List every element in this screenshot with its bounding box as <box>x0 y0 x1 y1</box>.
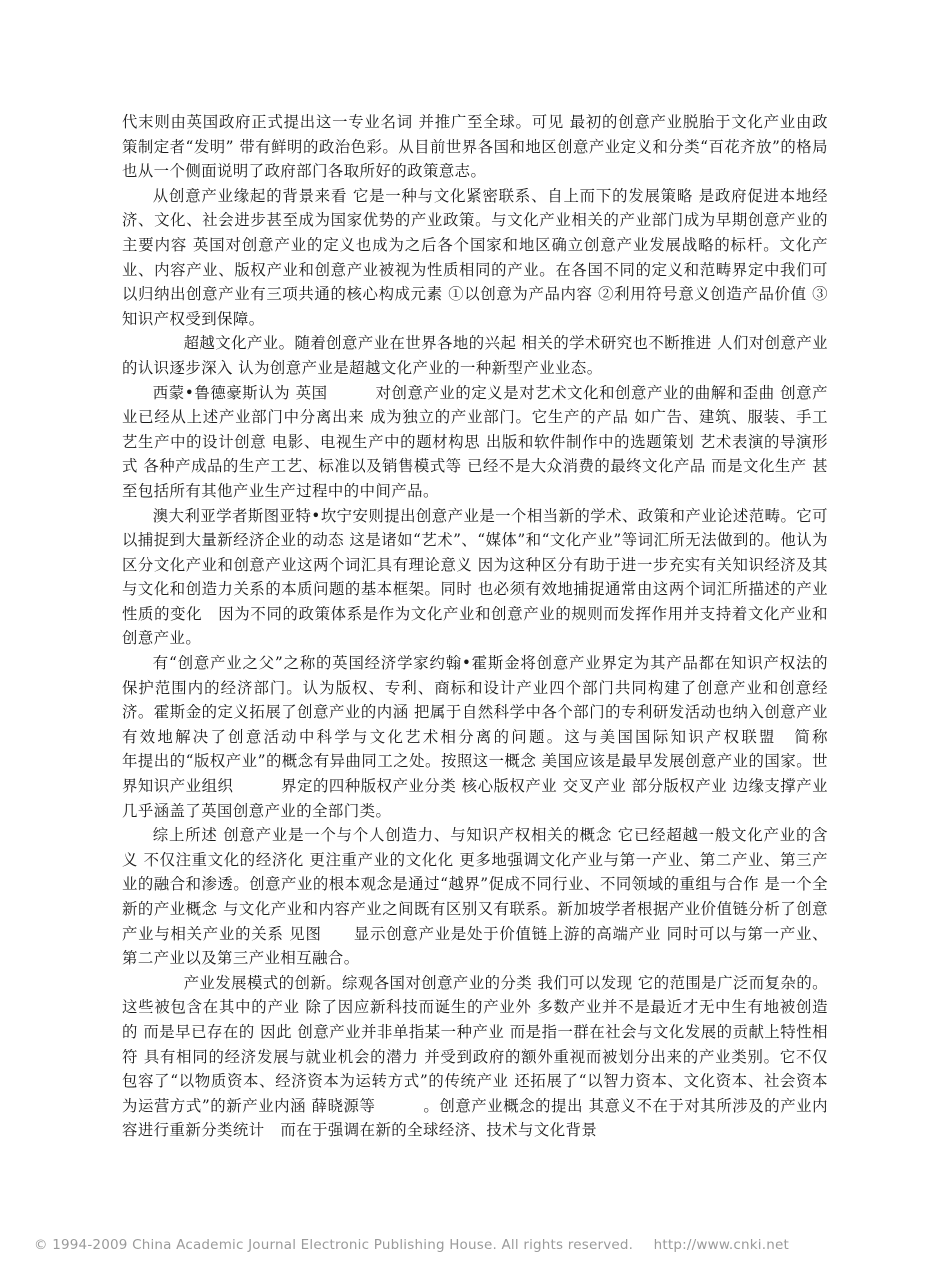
paragraph-5: 澳大利亚学者斯图亚特•坎宁安则提出创意产业是一个相当新的学术、政策和产业论述范畴。它可以捕捉到大量新经济企业的动态 这是诸如“艺术”、“媒体”和“文化产业”等词汇所无法做到的。他认为区分文化产业和创意产业这两个词汇具有理论意义 因为这种区分有助于进一步充实有关知识经济及其与文化和创造力关系的本质问题的基本框架。同时 也必须有效地捕捉通常由这两个词汇所描述的产业性质的变化 因为不同的政策体系是作为文化产业和创意产业的规则而发挥作用并支持着文化产业和创意产业。 <box>122 506 828 648</box>
paragraph-7: 综上所述 创意产业是一个与个人创造力、与知识产权相关的概念 它已经超越一般文化产业的含义 不仅注重文化的经济化 更注重产业的文化化 更多地强调文化产业与第一产业、第二产业、第三产业的融合和渗透。创意产业的根本观念是通过“越界”促成不同行业、不同领域的重组与合作 是一个全新的产业概念 与文化产业和内容产业之间既有区别又有联系。新加坡学者根据产业价值链分析了创意产业与相关产业的关系 见图 显示创意产业是处于价值链上游的高端产业 同时可以与第一产业、第二产业以及第三产业相互融合。 <box>122 826 828 968</box>
paragraph-8: 产业发展模式的创新。综观各国对创意产业的分类 我们可以发现 它的范围是广泛而复杂的。这些被包含在其中的产业 除了因应新科技而诞生的产业外 多数产业并不是最近才无中生有地被创造的 而是早已存在的 因此 创意产业并非单指某一种产业 而是指一群在社会与文化发展的贡献上特性相符 具有相同的经济发展与就业机会的潜力 并受到政府的额外重视而被划分出来的产业类别。它不仅包容了“以物质资本、经济资本为运转方式”的传统产业 还拓展了“以智力资本、文化资本、社会资本为运营方式”的新产业内涵 薛晓源等 。创意产业概念的提出 其意义不在于对其所涉及的产业内容进行重新分类统计 而在于强调在新的全球经济、技术与文化背景 <box>122 973 828 1140</box>
paragraph-3: 超越文化产业。随着创意产业在世界各地的兴起 相关的学术研究也不断推进 人们对创意产业的认识逐步深入 认为创意产业是超越文化产业的一种新型产业业态。 <box>122 334 828 377</box>
paragraph-2: 从创意产业缘起的背景来看 它是一种与文化紧密联系、自上而下的发展策略 是政府促进本地经济、文化、社会进步甚至成为国家优势的产业政策。与文化产业相关的产业部门成为早期创意产业的主要内容 英国对创意产业的定义也成为之后各个国家和地区确立创意产业发展战略的标杆。文化产业、内容产业、版权产业和创意产业被视为性质相同的产业。在各国不同的定义和范畴界定中我们可以归纳出创意产业有三项共通的核心构成元素 ①以创意为产品内容 ②利用符号意义创造产品价值 ③知识产权受到保障。 <box>122 186 828 328</box>
copyright-notice: © 1994-2009 China Academic Journal Electronic Publishing House. All rights reserved. <box>34 1237 634 1253</box>
paragraph-1: 代末则由英国政府正式提出这一专业名词 并推广至全球。可见 最初的创意产业脱胎于文化产业由政策制定者“发明” 带有鲜明的政治色彩。从目前世界各国和地区创意产业定义和分类“百花齐放”的格局也从一个侧面说明了政府部门各取所好的政策意志。 <box>122 113 828 181</box>
paragraph-4: 西蒙•鲁德豪斯认为 英国 对创意产业的定义是对艺术文化和创意产业的曲解和歪曲 创意产业已经从上述产业部门中分离出来 成为独立的产业部门。它生产的产品 如广告、建筑、服装、手工艺生产中的设计创意 电影、电视生产中的题材构思 出版和软件制作中的选题策划 艺术表演的导演形式 各种产成品的生产工艺、标准以及销售模式等 已经不是大众消费的最终文化产品 而是文化生产 甚至包括所有其他产业生产过程中的中间产品。 <box>122 383 828 500</box>
article-body <box>122 110 892 1143</box>
paragraph-6: 有“创意产业之父”之称的英国经济学家约翰•霍斯金将创意产业界定为其产品都在知识产权法的保护范围内的经济部门。认为版权、专利、商标和设计产业四个部门共同构建了创意产业和创意经济。霍斯金的定义拓展了创意产业的内涵 把属于自然科学中各个部门的专利研发活动也纳入创意产业 有效地解决了创意活动中科学与文化艺术相分离的问题。这与美国国际知识产权联盟 简称 年提出的“版权产业”的概念有异曲同工之处。按照这一概念 美国应该是最早发展创意产业的国家。世界知识产业组织 界定的四种版权产业分类 核心版权产业 交叉产业 部分版权产业 边缘支撑产业 几乎涵盖了英国创意产业的全部门类。 <box>122 654 892 820</box>
page-footer <box>34 1237 789 1253</box>
footer-url: http://www.cnki.net <box>653 1237 789 1253</box>
